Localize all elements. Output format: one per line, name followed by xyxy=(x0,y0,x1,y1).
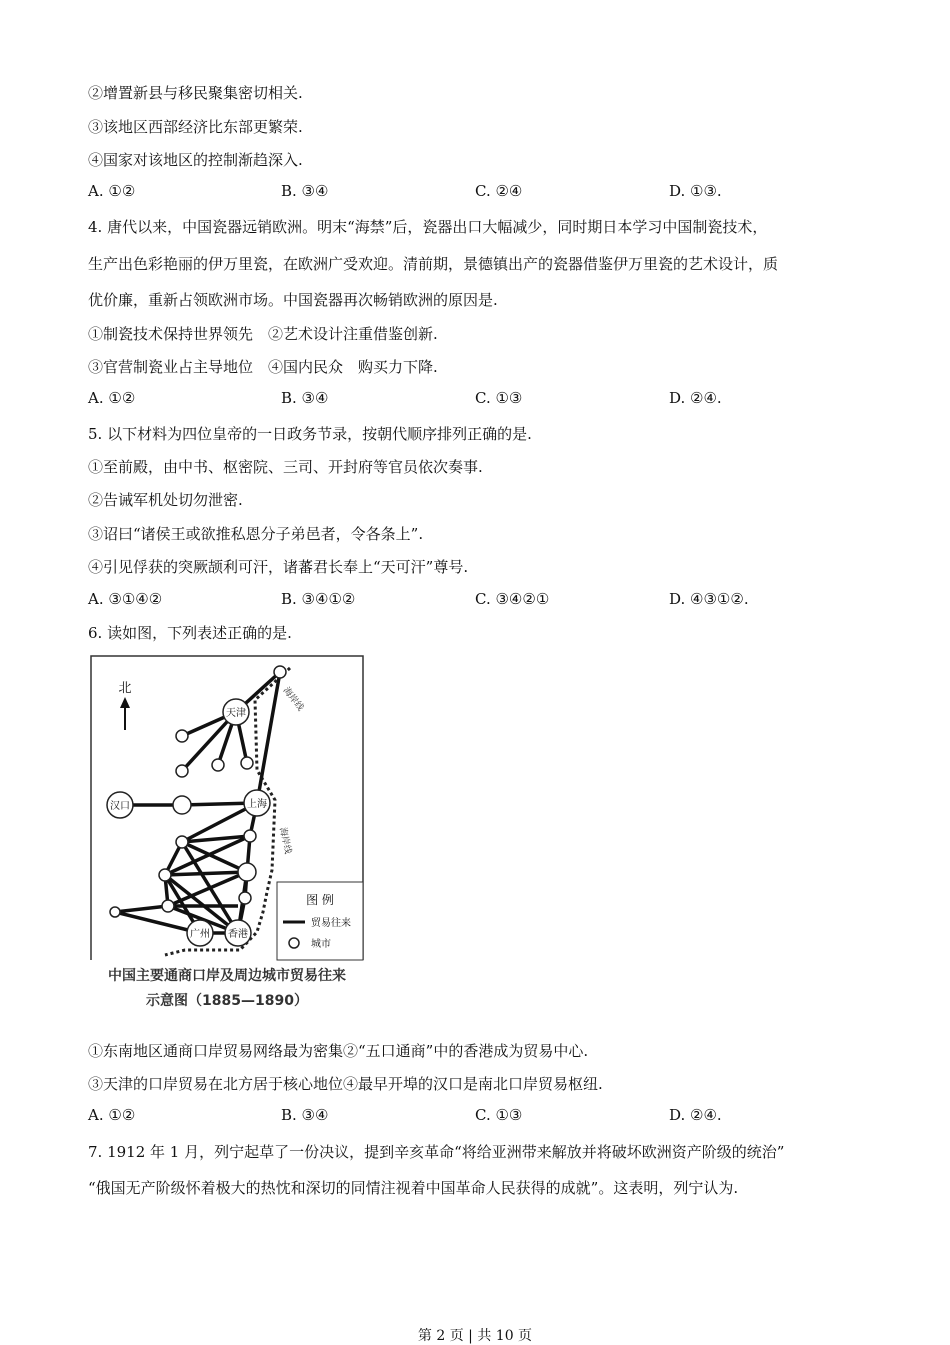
q4-items-2: ③官营制瓷业占主导地位 ④国内民众 购买力下降. xyxy=(88,358,438,376)
city-shanghai xyxy=(244,790,270,816)
q5-option-c[interactable]: C. ③④②① xyxy=(475,590,550,608)
q3-item-3: ③该地区西部经济比东部更繁荣. xyxy=(88,118,303,136)
north-label: 北 xyxy=(118,681,132,696)
q4-option-c[interactable]: C. ①③ xyxy=(475,389,523,407)
q4-option-a[interactable]: A. ①② xyxy=(88,389,136,407)
q4-stem-line-2: 生产出色彩艳丽的伊万里瓷，在欧洲广受欢迎。清前期，景德镇出产的瓷器借鉴伊万里瓷的艺术设计，质 xyxy=(88,255,779,273)
q6-option-b[interactable]: B. ③④ xyxy=(281,1106,329,1124)
q6-option-c[interactable]: C. ①③ xyxy=(475,1106,523,1124)
q5-item-4: ④引见俘获的突厥颉利可汗，诸蕃君长奉上“天可汗”尊号. xyxy=(88,558,469,576)
legend-city-label: 城市 xyxy=(311,939,331,950)
city-label-shanghai: 上海 xyxy=(247,799,267,810)
city-label-guangzhou: 广州 xyxy=(190,929,210,940)
q6-option-d[interactable]: D. ②④. xyxy=(669,1106,722,1124)
q5-stem: 5. 以下材料为四位皇帝的一日政务节录，按朝代顺序排列正确的是. xyxy=(88,425,532,443)
q3-option-d[interactable]: D. ①③. xyxy=(669,182,722,200)
q6-item-line-2: ③天津的口岸贸易在北方居于核心地位④最早开埠的汉口是南北口岸贸易枢纽. xyxy=(88,1075,603,1093)
q3-item-2: ②增置新县与移民聚集密切相关. xyxy=(88,84,303,102)
map-legend xyxy=(277,882,363,960)
q7-stem-line-1: 7. 1912 年 1 月，列宁起草了一份决议，提到辛亥革命“将给亚洲带来解放并将破坏欧洲资产阶级的统治” xyxy=(88,1143,785,1161)
city-label-hongkong: 香港 xyxy=(228,929,248,940)
q4-stem-line-3: 优价廉，重新占领欧洲市场。中国瓷器再次畅销欧洲的原因是. xyxy=(88,291,498,309)
q3-item-4: ④国家对该地区的控制渐趋深入. xyxy=(88,151,303,169)
page-footer: 第 2 页 | 共 10 页 xyxy=(417,1328,533,1344)
q6-stem: 6. 读如图，下列表述正确的是. xyxy=(88,624,292,642)
city-label-hankou: 汉口 xyxy=(110,801,130,812)
legend-title: 图 例 xyxy=(306,893,334,907)
city-guangzhou xyxy=(187,920,213,946)
q3-option-b[interactable]: B. ③④ xyxy=(281,182,329,200)
q5-option-a[interactable]: A. ③①④② xyxy=(88,590,163,608)
q7-stem-line-2: “俄国无产阶级怀着极大的热忱和深切的同情注视着中国革命人民获得的成就”。这表明，列宁认为. xyxy=(88,1179,739,1197)
q6-item-line-1: ①东南地区通商口岸贸易网络最为密集②“五口通商”中的香港成为贸易中心. xyxy=(88,1042,589,1060)
trade-map-figure xyxy=(85,650,385,1015)
q5-option-b[interactable]: B. ③④①② xyxy=(281,590,356,608)
q5-option-d[interactable]: D. ④③①②. xyxy=(669,590,749,608)
legend-trade-label: 贸易往来 xyxy=(311,918,351,929)
q5-item-2: ②告诫军机处切勿泄密. xyxy=(88,491,243,509)
q4-option-b[interactable]: B. ③④ xyxy=(281,389,329,407)
q4-option-d[interactable]: D. ②④. xyxy=(669,389,722,407)
q5-item-3: ③诏曰“诸侯王或欲推私恩分子弟邑者，令各条上”. xyxy=(88,525,424,543)
coast-label-south: 海岸线 xyxy=(277,826,293,856)
q4-items-1: ①制瓷技术保持世界领先 ②艺术设计注重借鉴创新. xyxy=(88,325,438,343)
coast-label-north: 海岸线 xyxy=(280,685,306,714)
q6-option-a[interactable]: A. ①② xyxy=(88,1106,136,1124)
city-tianjin xyxy=(223,699,249,725)
city-hongkong xyxy=(225,920,251,946)
q3-option-c[interactable]: C. ②④ xyxy=(475,182,523,200)
q5-item-1: ①至前殿，由中书、枢密院、三司、开封府等官员依次奏事. xyxy=(88,458,483,476)
map-caption-2: 示意图（1885—1890） xyxy=(146,993,308,1009)
map-caption-1: 中国主要通商口岸及周边城市贸易往来 xyxy=(108,968,346,984)
q4-stem-line-1: 4. 唐代以来，中国瓷器远销欧洲。明末“海禁”后，瓷器出口大幅减少，同时期日本学习中国制瓷技术， xyxy=(88,218,768,236)
q3-option-a[interactable]: A. ①② xyxy=(88,182,136,200)
city-label-tianjin: 天津 xyxy=(226,708,246,719)
city-hankou xyxy=(107,792,133,818)
